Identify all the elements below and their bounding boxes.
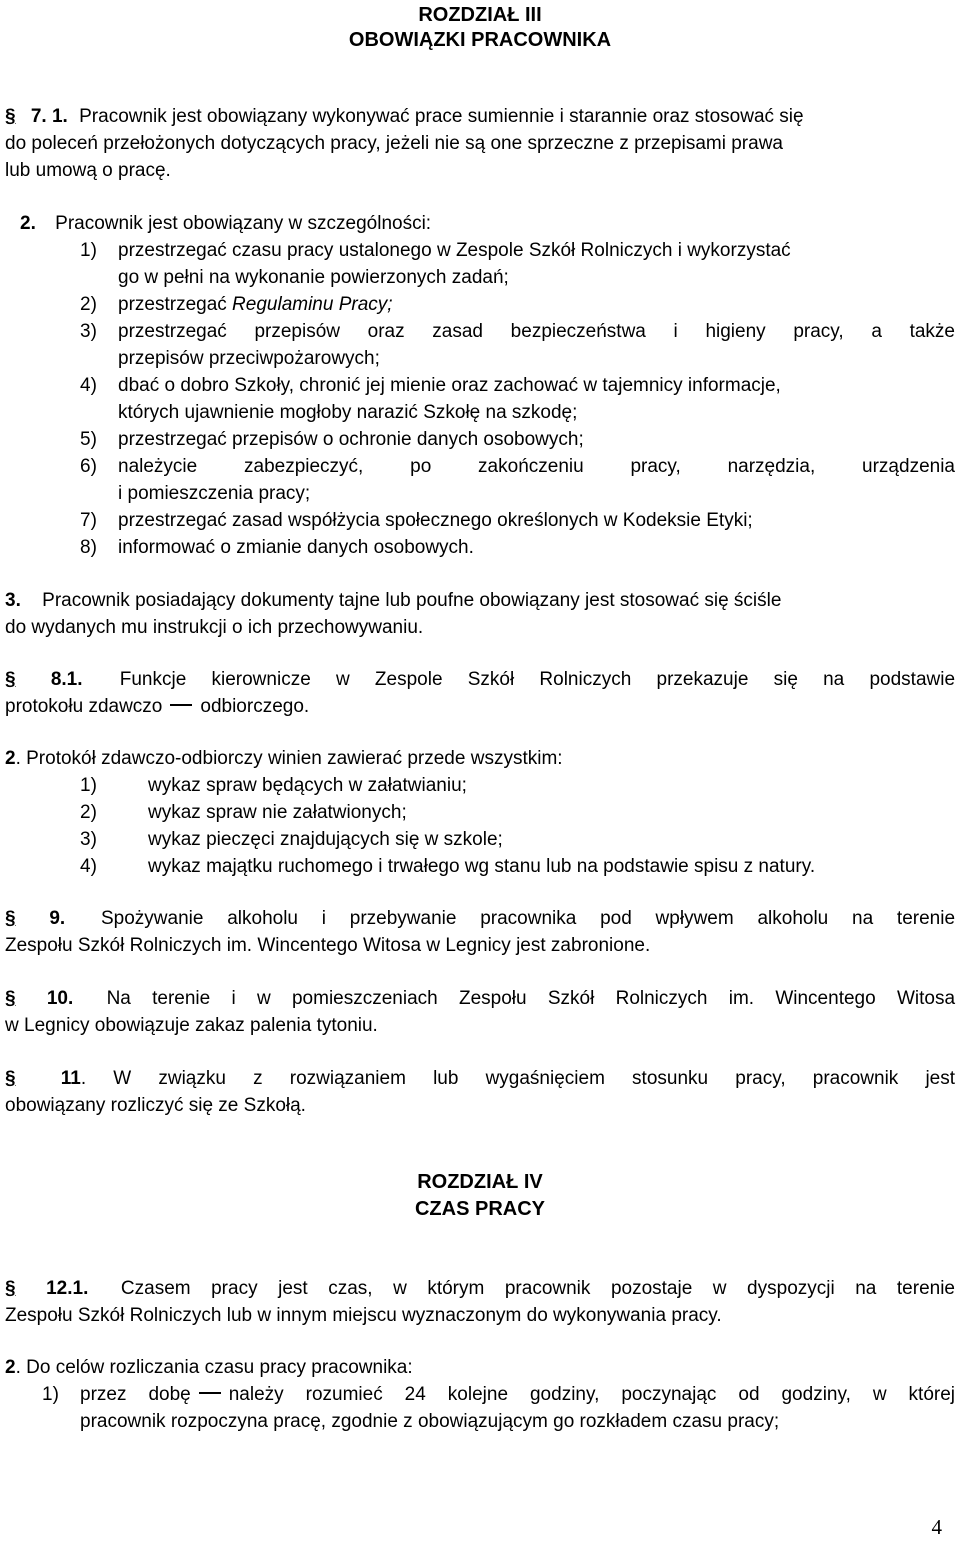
section-mark: § [5, 908, 16, 929]
paragraph-12-2 [5, 1357, 413, 1379]
list-item-number: 6) [80, 456, 97, 477]
paragraph-text: Na terenie i w pomieszczeniach Zespołu Szkół Rolniczych im. Wincentego Witosa [106, 988, 956, 1009]
list-item-number: 4) [80, 375, 97, 396]
section-mark: § [5, 1068, 16, 1089]
section-mark: § [5, 988, 16, 1009]
list-item-number: 2) [80, 294, 97, 315]
paragraph-11-header [5, 1068, 955, 1090]
paragraph-10-header [5, 988, 955, 1010]
document-reference: Regulaminu Pracy; [232, 294, 393, 315]
paragraph-8-header [5, 669, 955, 691]
list-item-number: 1) [42, 1384, 59, 1405]
list-item-text: wykaz majątku ruchomego i trwałego wg stanu lub na podstawie spisu z natury. [148, 856, 816, 877]
list-item-text: go w pełni na wykonanie powierzonych zadań; [118, 267, 509, 288]
paragraph-text: Czasem pracy jest czas, w którym pracownik pozostaje w dyspozycji na terenie [120, 1278, 955, 1299]
list-item-number: 3) [80, 321, 97, 342]
list-item-number: 8) [80, 537, 97, 558]
list-item-text-part: należy rozumieć 24 kolejne godziny, poczynając od godziny, w której [228, 1384, 955, 1405]
paragraph-text: Pracownik jest obowiązany wykonywać prace sumiennie i starannie oraz stosować się [79, 106, 804, 127]
paragraph-text: do poleceń przełożonych dotyczących pracy, jeżeli nie są one sprzeczne z przepisami prawa [5, 133, 783, 154]
page-number: 4 [931, 1515, 942, 1539]
point-number: 2 [5, 748, 16, 769]
chapter-subtitle: CZAS PRACY [414, 1198, 545, 1220]
paragraph-7-2 [20, 213, 431, 235]
paragraph-text-part: protokołu zdawczo [5, 696, 163, 717]
paragraph-8-2 [5, 748, 563, 770]
list-item-number: 1) [80, 775, 97, 796]
section-number: 12.1. [46, 1278, 89, 1299]
section-number: 7. 1. [30, 106, 68, 127]
list-item-text: dbać o dobro Szkoły, chronić jej mienie oraz zachować w tajemnicy informacje, [118, 375, 781, 396]
paragraph-text: Pracownik posiadający dokumenty tajne lub poufne obowiązany jest stosować się ściśle [42, 590, 782, 611]
chapter-title: ROZDZIAŁ III [418, 4, 542, 26]
list-item-text: wykaz pieczęci znajdujących się w szkole; [148, 829, 503, 850]
section-number: 10. [46, 988, 74, 1009]
list-item-text-part: przez dobę [80, 1384, 191, 1405]
chapter-title: ROZDZIAŁ IV [417, 1171, 543, 1193]
paragraph-text: obowiązany rozliczyć się ze Szkołą. [5, 1095, 306, 1116]
point-number: 2 [5, 1357, 16, 1378]
section-mark: § [5, 1278, 16, 1299]
paragraph-text: Spożywanie alkoholu i przebywanie pracownika pod wpływem alkoholu na terenie [101, 908, 956, 929]
list-item-number: 4) [80, 856, 97, 877]
list-item-text: i pomieszczenia pracy; [118, 483, 311, 504]
paragraph-text: Zespołu Szkół Rolniczych lub w innym miejscu wyznaczonym do wykonywania pracy. [5, 1305, 722, 1326]
list-item-number: 3) [80, 829, 97, 850]
point-number: 2. [20, 213, 36, 234]
paragraph-text: . W związku z rozwiązaniem lub wygaśnięciem stosunku pracy, pracownik jest [80, 1068, 956, 1089]
list-item-text: przestrzegać przepisów oraz zasad bezpieczeństwa i higieny pracy, a także [118, 321, 955, 342]
section-number: 8.1. [50, 669, 83, 690]
list-item-text: przestrzegać zasad współżycia społecznego określonych w Kodeksie Etyki; [118, 510, 753, 531]
list-item-text: przestrzegać czasu pracy ustalonego w Zespole Szkół Rolniczych i wykorzystać [118, 240, 791, 261]
list-item-text: przepisów przeciwpożarowych; [118, 348, 380, 369]
paragraph-text [5, 696, 309, 718]
chapter-subtitle: OBOWIĄZKI PRACOWNIKA [348, 29, 612, 51]
paragraph-text: Zespołu Szkół Rolniczych im. Wincentego Witosa w Legnicy jest zabronione. [5, 935, 651, 956]
point-number: 3. [5, 590, 21, 611]
list-item-text [80, 1384, 955, 1406]
paragraph-9-header [5, 908, 955, 930]
dash-glyph [199, 1392, 221, 1394]
list-item-text [118, 294, 393, 316]
paragraph-text-part: odbiorczego. [200, 696, 310, 717]
section-number: 9. [49, 908, 66, 929]
list-item-text: wykaz spraw nie załatwionych; [148, 802, 407, 823]
paragraph-text: w Legnicy obowiązuje zakaz palenia tytoniu. [5, 1015, 378, 1036]
list-item-text: których ujawnienie mogłoby narazić Szkołę na szkodę; [118, 402, 578, 423]
paragraph-text: . Do celów rozliczania czasu pracy pracownika: [15, 1357, 413, 1378]
list-item-number: 7) [80, 510, 97, 531]
list-item-text-plain: przestrzegać [118, 294, 233, 315]
paragraph-text: Pracownik jest obowiązany w szczególności: [55, 213, 432, 234]
list-item-number: 1) [80, 240, 97, 261]
list-item-text: pracownik rozpoczyna pracę, zgodnie z obowiązującym go rozkładem czasu pracy; [80, 1411, 780, 1432]
paragraph-12-header [5, 1278, 955, 1300]
list-item-text: należycie zabezpieczyć, po zakończeniu pracy, narzędzia, urządzenia [118, 456, 955, 477]
list-item-number: 5) [80, 429, 97, 450]
section-number: 11 [60, 1068, 81, 1089]
section-mark: § [5, 669, 16, 690]
paragraph-text: Funkcje kierownicze w Zespole Szkół Rolniczych przekazuje się na podstawie [119, 669, 956, 690]
list-item-text: przestrzegać przepisów o ochronie danych osobowych; [118, 429, 584, 450]
paragraph-7-header [5, 106, 804, 128]
paragraph-7-3 [5, 590, 781, 612]
dash-glyph [170, 704, 192, 706]
list-item-text: wykaz spraw będących w załatwianiu; [148, 775, 467, 796]
section-mark: § [5, 106, 16, 127]
list-item-number: 2) [80, 802, 97, 823]
list-item-text: informować o zmianie danych osobowych. [118, 537, 474, 558]
paragraph-text: lub umową o pracę. [5, 160, 171, 181]
paragraph-text: do wydanych mu instrukcji o ich przechowywaniu. [5, 617, 424, 638]
paragraph-text: . Protokół zdawczo-odbiorczy winien zawierać przede wszystkim: [15, 748, 563, 769]
